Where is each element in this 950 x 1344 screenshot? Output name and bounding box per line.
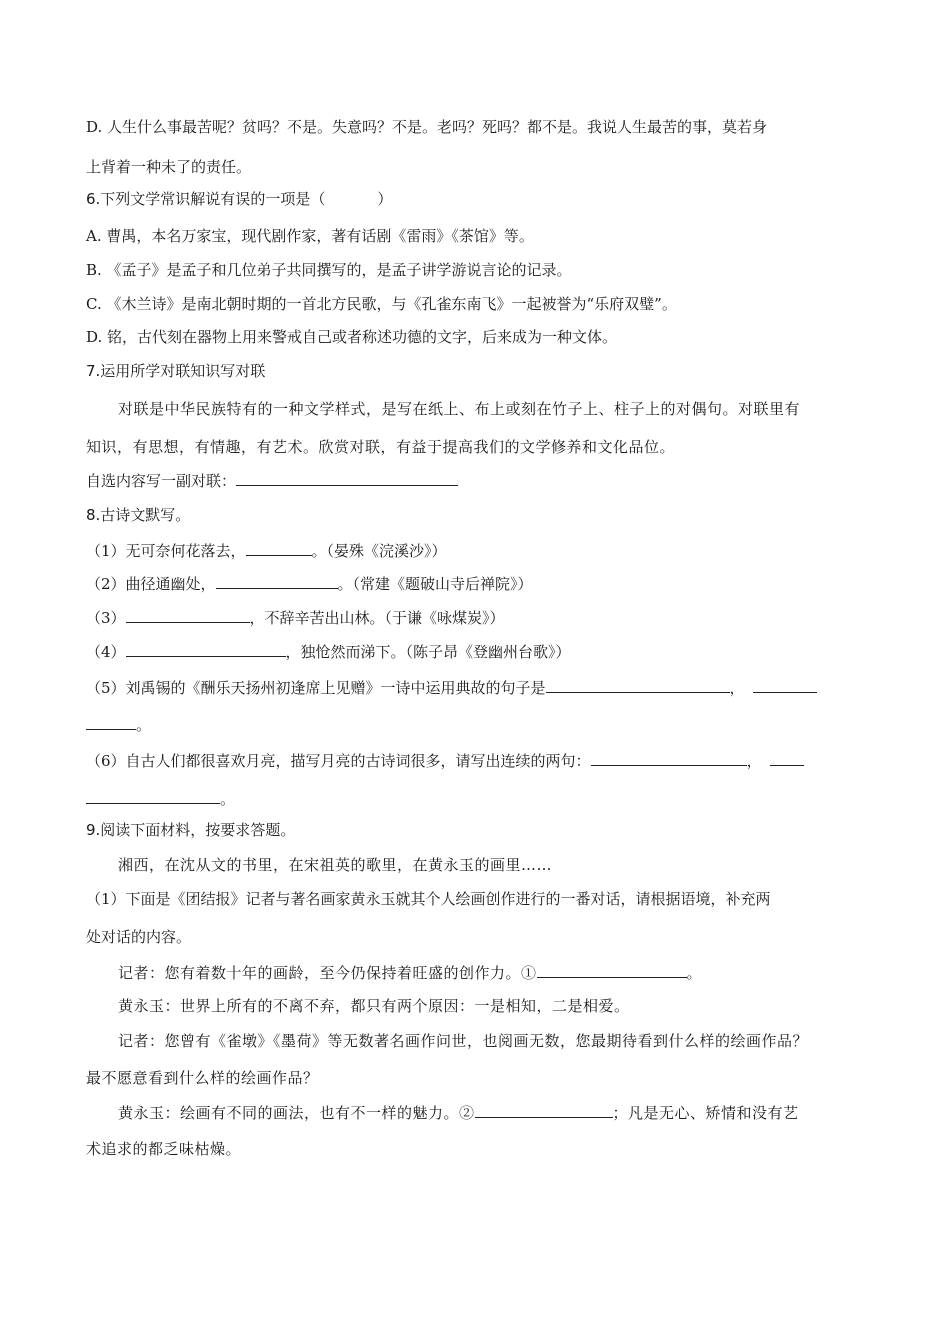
q6-option-a: A. 曹禺，本名万家宝，现代剧作家，著有话剧《雷雨》《茶馆》等。 [86,227,534,245]
q8-item-6-comma: ， [746,752,762,770]
q7-paragraph-line2: 知识，有思想，有情趣，有艺术。欣赏对联，有益于提高我们的文学修养和文化品位。 [86,438,676,456]
q8-item-1 [86,540,447,561]
q8-item-6-blank-2-start[interactable] [770,750,804,766]
q9-huang-1: 黄永玉：世界上所有的不离不弃，都只有两个原因：一是相知，二是相爱。 [118,997,630,1015]
q9-reporter-1-text: 记者：您有着数十年的画龄，至今仍保持着旺盛的创作力。① [118,964,537,982]
q9-huang-2-line2: 术追求的都乏味枯燥。 [86,1140,242,1158]
q8-item-4 [86,641,571,662]
q9-sub1-line1: （1）下面是《团结报》记者与著名画家黄永玉就其个人绘画创作进行的一番对话，请根据语境，补充两 [86,890,771,908]
q9-reporter-1 [118,962,702,983]
q7-prompt-line [86,470,458,491]
q6-option-d: D. 铭，古代刻在器物上用来警戒自己或者称述功德的文字，后来成为一种文体。 [86,328,618,346]
q8-item-5-period: 。 [136,716,152,734]
q8-item-3 [86,607,505,628]
q8-item-6-text: （6）自古人们都很喜欢月亮，描写月亮的古诗词很多，请写出连续的两句： [86,752,591,770]
q9-intro: 湘西，在沈从文的书里，在宋祖英的歌里，在黄永玉的画里…… [118,856,553,874]
q8-item-1-source: 。（晏殊《浣溪沙》） [311,542,447,560]
q7-stem: 7.运用所学对联知识写对联 [86,362,266,380]
q9-stem: 9.阅读下面材料，按要求答题。 [86,821,296,839]
q9-blank-2[interactable] [475,1102,613,1118]
q9-sub1-line2: 处对话的内容。 [86,928,192,946]
q7-paragraph-line1: 对联是中华民族特有的一种文学样式，是写在纸上、布上或刻在竹子上、柱子上的对偶句。对联里有 [118,400,801,418]
q8-item-5-comma: ， [729,679,745,697]
q8-item-1-text: （1）无可奈何花落去， [86,542,246,560]
q9-huang-2-text-after: ；凡是无心、矫情和没有艺 [612,1104,799,1122]
q8-item-6-blank-1[interactable] [591,750,747,766]
q8-item-6-blank-2-end[interactable] [86,788,220,804]
q8-item-5-blank-2-start[interactable] [753,677,817,693]
q8-item-3-blank[interactable] [126,607,250,623]
q7-prompt: 自选内容写一副对联： [86,472,237,490]
q8-item-5-blank-2-end[interactable] [86,714,136,730]
q6-stem-close: ） [377,190,393,208]
q6-stem [86,189,392,209]
q8-item-2-blank[interactable] [216,573,338,589]
q5-option-d-line1: D. 人生什么事最苦呢？贫吗？不是。失意吗？不是。老吗？死吗？都不是。我说人生最苦的事，莫若身 [86,118,768,136]
q8-item-6-period: 。 [220,790,236,808]
q9-reporter-1-end: 。 [686,964,703,982]
q8-item-3-text: （3） [86,609,126,627]
q9-reporter-2-line2: 最不愿意看到什么样的绘画作品？ [86,1069,319,1087]
q9-huang-2-text: 黄永玉：绘画有不同的画法，也有不一样的魅力。② [118,1104,475,1122]
q6-stem-text: 6.下列文学常识解说有误的一项是（ [86,190,326,208]
q8-item-6-cont [86,788,235,809]
q8-item-5-blank-1[interactable] [546,677,730,693]
q8-item-1-blank[interactable] [246,540,312,556]
q8-item-5 [86,677,817,698]
q8-item-4-source: ，独怆然而涕下。（陈子昂《登幽州台歌》） [285,643,571,661]
q8-item-4-blank[interactable] [126,641,286,657]
q8-item-4-text: （4） [86,643,126,661]
q9-blank-1[interactable] [537,962,687,978]
q8-item-5-text: （5）刘禹锡的《酬乐天扬州初逢席上见赠》一诗中运用典故的句子是 [86,679,546,697]
q6-option-b: B. 《孟子》是孟子和几位弟子共同撰写的，是孟子讲学游说言论的记录。 [86,261,572,279]
q8-item-2-text: （2）曲径通幽处， [86,575,216,593]
q9-huang-2-line1 [118,1102,799,1123]
q9-reporter-2-line1: 记者：您曾有《雀墩》《墨荷》等无数著名画作问世，也阅画无数，您最期待看到什么样的绘画作品？ [118,1032,809,1050]
q8-item-2-source: 。（常建《题破山寺后禅院》） [337,575,533,593]
q8-item-2 [86,573,533,594]
q7-couplet-blank[interactable] [236,470,458,486]
q8-stem: 8.古诗文默写。 [86,506,191,524]
q5-option-d-line2: 上背着一种未了的责任。 [86,158,252,176]
q8-item-5-cont [86,714,151,735]
q8-item-3-source: ，不辞辛苦出山林。（于谦《咏煤炭》） [249,609,505,627]
q6-option-c: C. 《木兰诗》是南北朝时期的一首北方民歌，与《孔雀东南飞》一起被誉为“乐府双璧”。 [86,295,677,313]
q8-item-6 [86,750,804,771]
